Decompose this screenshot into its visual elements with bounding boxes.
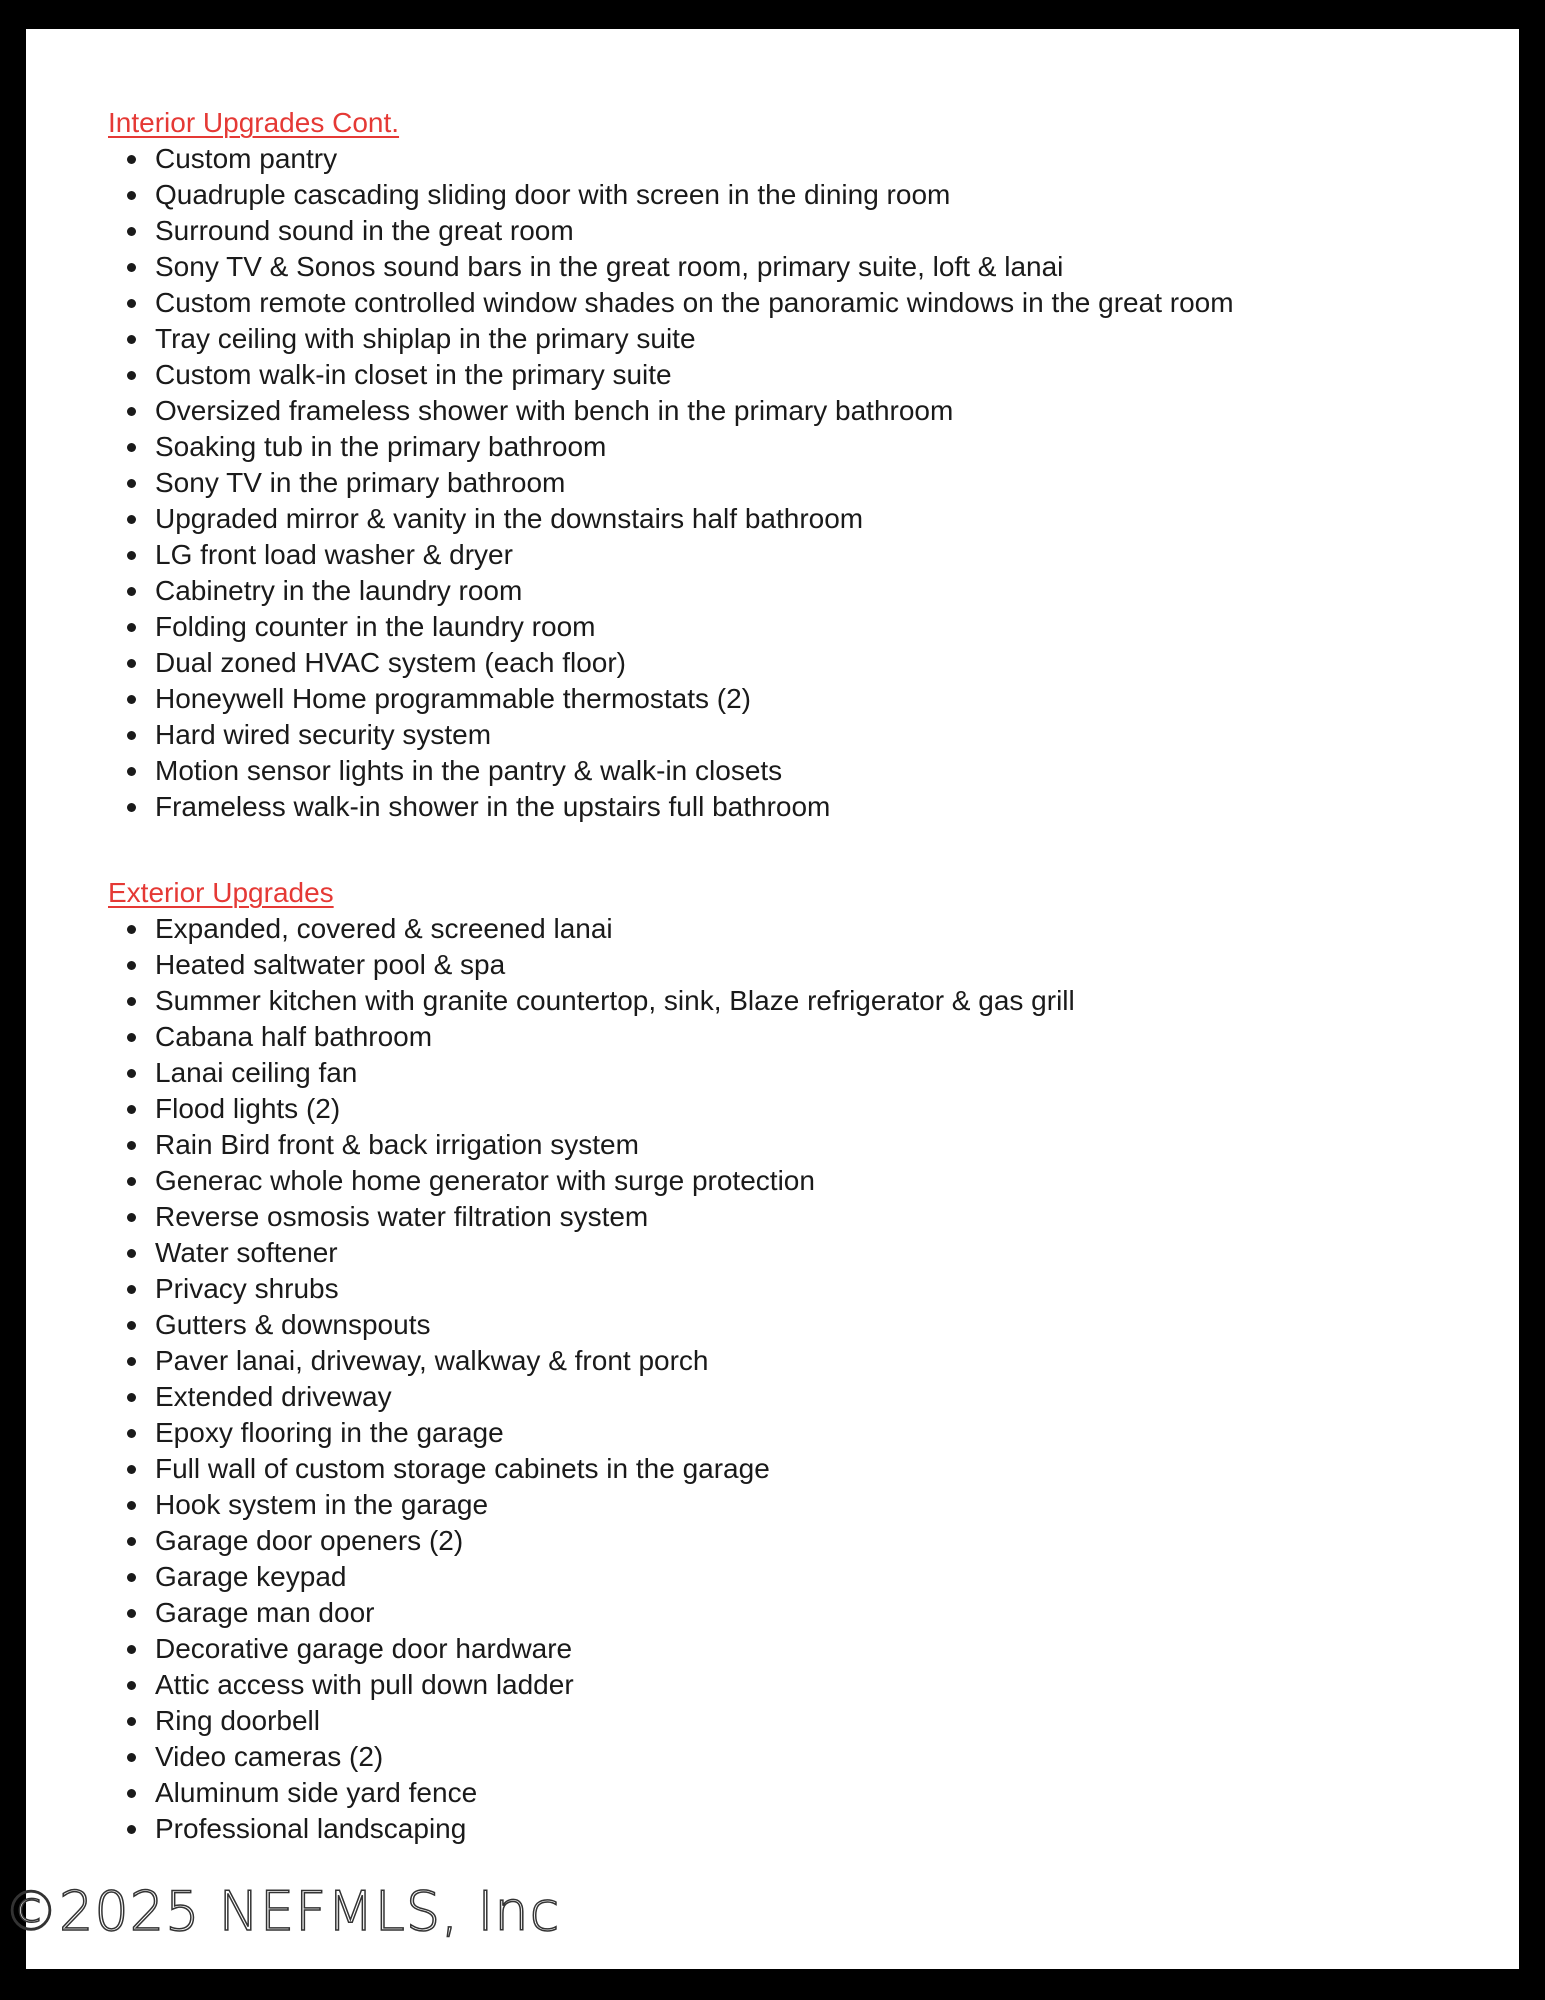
list-item-text: Garage man door — [155, 1597, 375, 1628]
list-item-text: Gutters & downspouts — [155, 1309, 431, 1340]
list-item-text: Expanded, covered & screened lanai — [155, 913, 613, 944]
list-item — [108, 911, 1488, 947]
list-item — [108, 429, 1488, 465]
exterior-upgrades-section — [108, 875, 1488, 1847]
bullet-icon — [127, 1285, 136, 1294]
list-item-text: Heated saltwater pool & spa — [155, 949, 506, 980]
list-item — [108, 1235, 1488, 1271]
list-item — [108, 1055, 1488, 1091]
bullet-icon — [127, 1033, 136, 1042]
bullet-icon — [127, 731, 136, 740]
bullet-icon — [127, 191, 136, 200]
list-item — [108, 573, 1488, 609]
bullet-icon — [127, 551, 136, 560]
list-item — [108, 1811, 1488, 1847]
bullet-icon — [127, 1177, 136, 1186]
bullet-icon — [127, 659, 136, 668]
list-item-text: Custom remote controlled window shades on the panoramic windows in the great room — [155, 287, 1234, 318]
list-item-text: Hard wired security system — [155, 719, 492, 750]
bullet-icon — [127, 335, 136, 344]
list-item-text: Professional landscaping — [155, 1813, 467, 1844]
list-item — [108, 645, 1488, 681]
exterior-upgrades-list — [108, 911, 1488, 1847]
list-item — [108, 1667, 1488, 1703]
bullet-icon — [127, 1393, 136, 1402]
list-item-text: Reverse osmosis water filtration system — [155, 1201, 649, 1232]
list-item-text: Hook system in the garage — [155, 1489, 489, 1520]
bullet-icon — [127, 1645, 136, 1654]
list-item — [108, 1631, 1488, 1667]
list-item — [108, 1307, 1488, 1343]
list-item-text: Sony TV in the primary bathroom — [155, 467, 566, 498]
list-item-text: Tray ceiling with shiplap in the primary suite — [155, 323, 696, 354]
list-item-text: Garage door openers (2) — [155, 1525, 464, 1556]
list-item-text: Custom walk-in closet in the primary suite — [155, 359, 672, 390]
list-item — [108, 983, 1488, 1019]
exterior-upgrades-heading: Exterior Upgrades — [108, 877, 334, 908]
bullet-icon — [127, 515, 136, 524]
bullet-icon — [127, 997, 136, 1006]
list-item — [108, 213, 1488, 249]
list-item — [108, 177, 1488, 213]
list-item — [108, 1703, 1488, 1739]
bullet-icon — [127, 1501, 136, 1510]
list-item-text: Quadruple cascading sliding door with screen in the dining room — [155, 179, 951, 210]
list-item — [108, 1019, 1488, 1055]
list-item — [108, 393, 1488, 429]
list-item — [108, 1127, 1488, 1163]
list-item — [108, 1091, 1488, 1127]
list-item-text: Summer kitchen with granite countertop, sink, Blaze refrigerator & gas grill — [155, 985, 1075, 1016]
bullet-icon — [127, 623, 136, 632]
list-item-text: Surround sound in the great room — [155, 215, 574, 246]
list-item-text: Flood lights (2) — [155, 1093, 341, 1124]
bullet-icon — [127, 155, 136, 164]
list-item — [108, 1775, 1488, 1811]
bullet-icon — [127, 1789, 136, 1798]
list-item — [108, 1451, 1488, 1487]
bullet-icon — [127, 1537, 136, 1546]
list-item-text: Video cameras (2) — [155, 1741, 384, 1772]
list-item-text: Generac whole home generator with surge protection — [155, 1165, 815, 1196]
list-item — [108, 1271, 1488, 1307]
list-item — [108, 1199, 1488, 1235]
list-item-text: Oversized frameless shower with bench in the primary bathroom — [155, 395, 954, 426]
list-item-text: Cabana half bathroom — [155, 1021, 433, 1052]
bullet-icon — [127, 1609, 136, 1618]
bullet-icon — [127, 1465, 136, 1474]
list-item-text: Epoxy flooring in the garage — [155, 1417, 504, 1448]
list-item-text: Sony TV & Sonos sound bars in the great room, primary suite, loft & lanai — [155, 251, 1064, 282]
list-item-text: Honeywell Home programmable thermostats (2) — [155, 683, 751, 714]
list-item — [108, 357, 1488, 393]
bullet-icon — [127, 587, 136, 596]
list-item-text: Aluminum side yard fence — [155, 1777, 478, 1808]
list-item — [108, 609, 1488, 645]
list-item-text: Full wall of custom storage cabinets in the garage — [155, 1453, 770, 1484]
list-item — [108, 1595, 1488, 1631]
list-item — [108, 465, 1488, 501]
bullet-icon — [127, 1141, 136, 1150]
list-item — [108, 1739, 1488, 1775]
bullet-icon — [127, 803, 136, 812]
list-item — [108, 1559, 1488, 1595]
list-item-text: Ring doorbell — [155, 1705, 320, 1736]
list-item — [108, 501, 1488, 537]
list-item — [108, 717, 1488, 753]
bullet-icon — [127, 1429, 136, 1438]
bullet-icon — [127, 1249, 136, 1258]
interior-upgrades-heading: Interior Upgrades Cont. — [108, 107, 400, 138]
list-item-text: Rain Bird front & back irrigation system — [155, 1129, 639, 1160]
list-item-text: Upgraded mirror & vanity in the downstairs half bathroom — [155, 503, 864, 534]
list-item — [108, 789, 1488, 825]
list-item — [108, 1379, 1488, 1415]
bullet-icon — [127, 1573, 136, 1582]
list-item — [108, 1487, 1488, 1523]
list-item-text: Folding counter in the laundry room — [155, 611, 596, 642]
list-item-text: Privacy shrubs — [155, 1273, 339, 1304]
bullet-icon — [127, 925, 136, 934]
list-item — [108, 537, 1488, 573]
bullet-icon — [127, 961, 136, 970]
interior-upgrades-section — [108, 105, 1488, 825]
bullet-icon — [127, 407, 136, 416]
list-item-text: Decorative garage door hardware — [155, 1633, 573, 1664]
list-item — [108, 753, 1488, 789]
list-item — [108, 321, 1488, 357]
bullet-icon — [127, 1717, 136, 1726]
bullet-icon — [127, 1681, 136, 1690]
list-item — [108, 1343, 1488, 1379]
interior-upgrades-list — [108, 141, 1488, 825]
list-item — [108, 1523, 1488, 1559]
list-item — [108, 249, 1488, 285]
list-item — [108, 1163, 1488, 1199]
list-item-text: Frameless walk-in shower in the upstairs full bathroom — [155, 791, 831, 822]
list-item-text: Garage keypad — [155, 1561, 347, 1592]
list-item-text: Custom pantry — [155, 143, 338, 174]
bullet-icon — [127, 371, 136, 380]
bullet-icon — [127, 1069, 136, 1078]
list-item — [108, 947, 1488, 983]
list-item — [108, 681, 1488, 717]
list-item-text: Soaking tub in the primary bathroom — [155, 431, 607, 462]
bullet-icon — [127, 479, 136, 488]
bullet-icon — [127, 227, 136, 236]
bullet-icon — [127, 695, 136, 704]
document-page — [26, 29, 1519, 1969]
copyright-watermark: ©2025 NEFMLS, Inc — [4, 1880, 561, 1943]
list-item-text: Extended driveway — [155, 1381, 392, 1412]
list-item-text: LG front load washer & dryer — [155, 539, 513, 570]
bullet-icon — [127, 1321, 136, 1330]
list-item — [108, 1415, 1488, 1451]
list-item — [108, 285, 1488, 321]
bullet-icon — [127, 443, 136, 452]
bullet-icon — [127, 1105, 136, 1114]
bullet-icon — [127, 1357, 136, 1366]
list-item-text: Dual zoned HVAC system (each floor) — [155, 647, 626, 678]
list-item — [108, 141, 1488, 177]
bullet-icon — [127, 1825, 136, 1834]
list-item-text: Water softener — [155, 1237, 338, 1268]
list-item-text: Cabinetry in the laundry room — [155, 575, 523, 606]
list-item-text: Attic access with pull down ladder — [155, 1669, 574, 1700]
list-item-text: Motion sensor lights in the pantry & walk-in closets — [155, 755, 783, 786]
list-item-text: Paver lanai, driveway, walkway & front porch — [155, 1345, 709, 1376]
bullet-icon — [127, 299, 136, 308]
bullet-icon — [127, 1753, 136, 1762]
bullet-icon — [127, 767, 136, 776]
list-item-text: Lanai ceiling fan — [155, 1057, 358, 1088]
bullet-icon — [127, 263, 136, 272]
bullet-icon — [127, 1213, 136, 1222]
